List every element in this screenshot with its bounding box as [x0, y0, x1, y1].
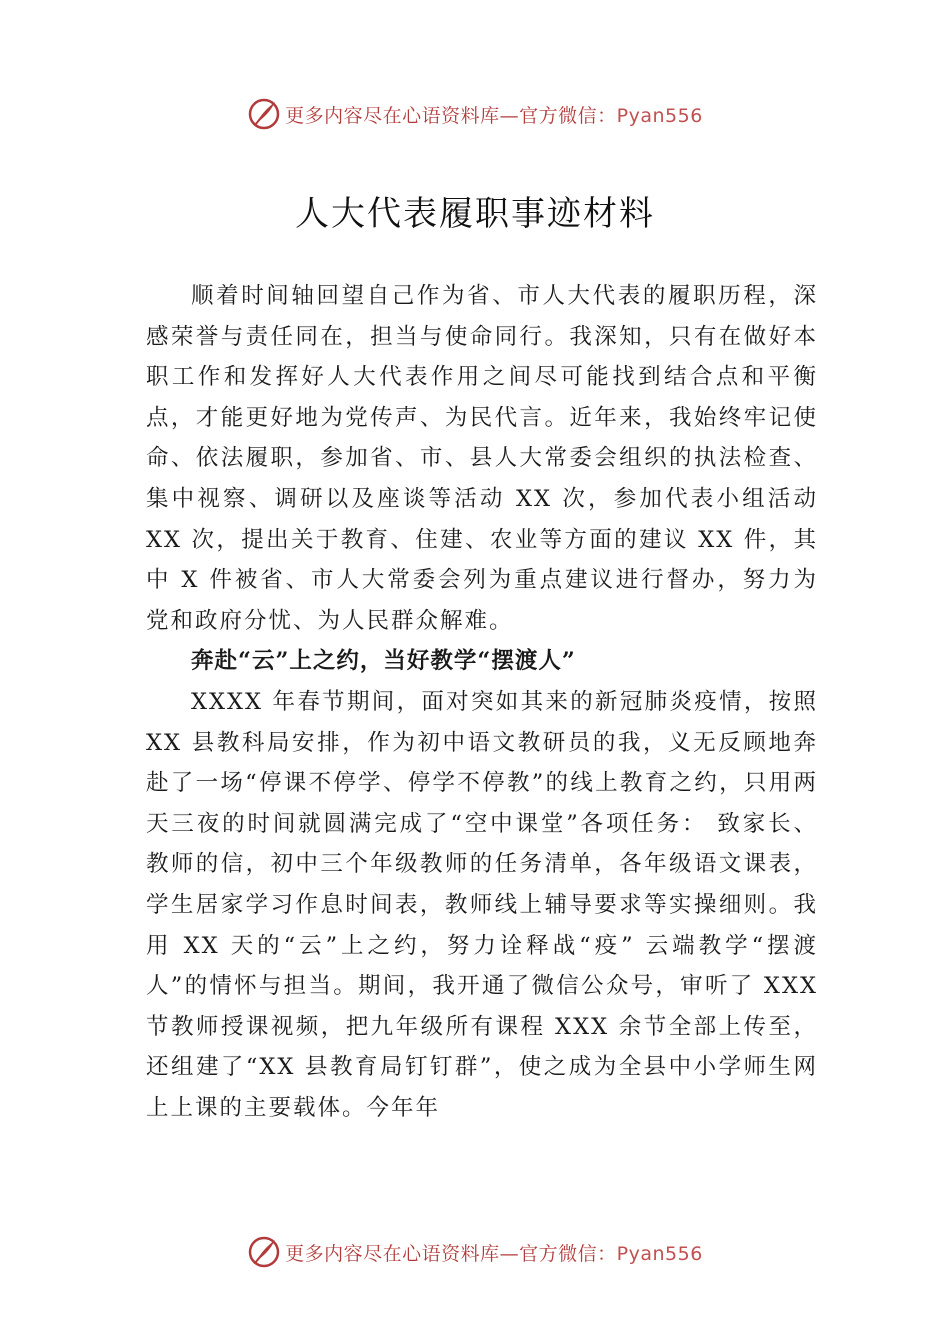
page-title: 人大代表履职事迹材料	[295, 194, 655, 234]
section-paragraph: XXXX 年春节期间，面对突如其来的新冠肺炎疫情，按照 XX 县教科局安排，作为初中语文教研员的我，义无反顾地奔赴了一场“停课不停学、停学不停教”的线上教育之约，只用两天三夜的时间就圆满完成了“空中课堂”各项任务： 致家长、教师的信，初中三个年级教师的任务清单，各年级语文课表，学生居家学习作息时间表，教师线上辅导要求等实操细则。我用 XX 天的“云”上之约，努力诠释战“疫” 云端教学“摆渡人”的情怀与担当。期间，我开通了微信公众号，审听了 XXX 节教师授课视频，把九年级所有课程 XXX 余节全部上传至，还组建了“XX 县教育局钉钉群”，使之成为全县中小学师生网上上课的主要载体。今年年	[146, 688, 818, 1121]
header-watermark	[0, 94, 950, 134]
footer-watermark	[0, 1232, 950, 1272]
feather-pen-icon	[247, 97, 281, 131]
watermark-text: 更多内容尽在心语资料库—官方微信：Pyan556	[285, 1242, 703, 1265]
intro-paragraph: 顺着时间轴回望自己作为省、市人大代表的履职历程，深感荣誉与责任同在，担当与使命同行。我深知，只有在做好本职工作和发挥好人大代表作用之间尽可能找到结合点和平衡点，才能更好地为党传声、为民代言。近年来，我始终牢记使命、依法履职，参加省、市、县人大常委会组织的执法检查、集中视察、调研以及座谈等活动 XX 次，参加代表小组活动 XX 次，提出关于教育、住建、农业等方面的建议 XX 件，其中 X 件被省、市人大常委会列为重点建议进行督办，努力为党和政府分忧、为人民群众解难。	[146, 283, 818, 634]
document-body	[146, 276, 818, 1128]
watermark-wechat-id: Pyan556	[616, 104, 703, 127]
section-heading: 奔赴“云”上之约，当好教学“摆渡人”	[191, 648, 576, 675]
watermark-text: 更多内容尽在心语资料库—官方微信：Pyan556	[285, 104, 703, 127]
feather-pen-icon	[247, 1235, 281, 1269]
watermark-wechat-id: Pyan556	[616, 1242, 703, 1265]
